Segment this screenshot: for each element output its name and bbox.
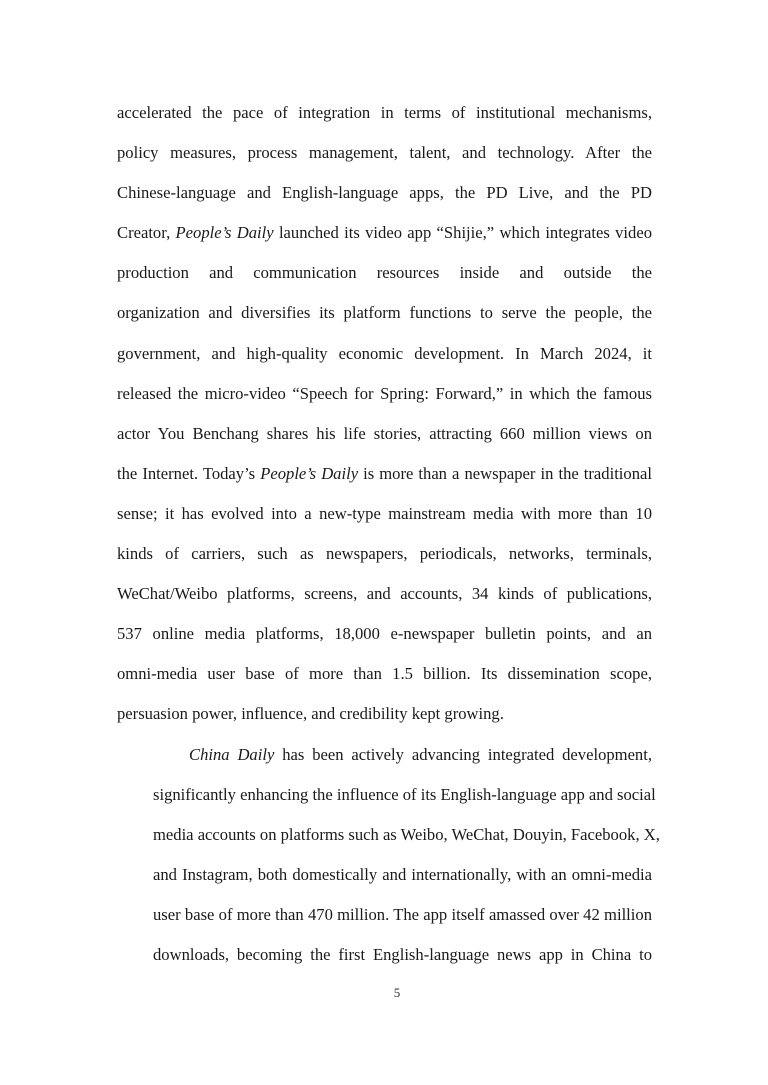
text-line — [117, 614, 652, 654]
paragraph — [117, 93, 652, 735]
text-line — [117, 855, 652, 895]
text-run: sense; it has evolved into a new-type mainstream media with more than 10 — [117, 503, 652, 523]
text-run: user base of more than 470 million. The app itself amassed over 42 million — [153, 904, 652, 924]
text-line — [117, 735, 652, 775]
text-run: kinds of carriers, such as newspapers, periodicals, networks, terminals, — [117, 544, 652, 564]
text-line — [117, 694, 652, 734]
text-run: has been actively advancing integrated development, — [274, 744, 652, 764]
text-run: and Instagram, both domestically and internationally, with an omni-media — [153, 864, 652, 884]
text-line — [117, 173, 652, 213]
paragraph — [117, 735, 660, 976]
text-run: policy measures, process management, talent, and technology. After the — [117, 143, 652, 163]
text-line — [117, 374, 652, 414]
body-text — [117, 93, 660, 975]
italic-title: China Daily — [189, 744, 275, 764]
text-line — [117, 494, 652, 534]
text-line — [117, 775, 656, 815]
text-run: Creator, — [117, 223, 176, 243]
text-run: released the micro-video “Speech for Spring: Forward,” in which the famous — [117, 383, 652, 403]
italic-title: People’s Daily — [175, 223, 274, 243]
text-line — [117, 334, 652, 374]
text-run: downloads, becoming the first English-language news app in China to — [153, 944, 652, 964]
text-line — [117, 93, 652, 133]
text-line — [117, 935, 652, 975]
text-run: WeChat/Weibo platforms, screens, and accounts, 34 kinds of publications, — [117, 584, 652, 604]
text-line — [117, 414, 652, 454]
text-line — [117, 133, 652, 173]
text-run: launched its video app “Shijie,” which integrates video — [273, 223, 652, 243]
text-run: actor You Benchang shares his life stories, attracting 660 million views on — [117, 423, 652, 443]
text-run: organization and diversifies its platform functions to serve the people, the — [117, 303, 652, 323]
text-line — [117, 293, 652, 333]
text-line — [117, 534, 652, 574]
text-run: production and communication resources inside and outside the — [117, 263, 652, 283]
text-line — [117, 654, 652, 694]
text-line — [117, 815, 660, 855]
text-run: persuasion power, influence, and credibility kept growing. — [117, 704, 504, 724]
text-run: omni-media user base of more than 1.5 billion. Its dissemination scope, — [117, 664, 652, 684]
text-run: significantly enhancing the influence of its English-language app and social — [153, 784, 656, 804]
page-number: 5 — [393, 985, 401, 1000]
text-run: the Internet. Today’s — [117, 463, 261, 483]
text-run: accelerated the pace of integration in terms of institutional mechanisms, — [117, 103, 652, 122]
text-line — [117, 895, 652, 935]
text-line — [117, 213, 652, 253]
text-line — [117, 574, 652, 614]
text-run: Chinese-language and English-language apps, the PD Live, and the PD — [117, 183, 652, 203]
text-line — [117, 253, 652, 293]
italic-title: People’s Daily — [260, 463, 359, 483]
text-run: media accounts on platforms such as Weibo, WeChat, Douyin, Facebook, X, — [153, 824, 660, 844]
text-run: government, and high-quality economic development. In March 2024, it — [117, 343, 652, 363]
text-line — [117, 454, 652, 494]
text-run: is more than a newspaper in the traditional — [358, 463, 652, 483]
text-run: 537 online media platforms, 18,000 e-newspaper bulletin points, and an — [117, 624, 652, 644]
